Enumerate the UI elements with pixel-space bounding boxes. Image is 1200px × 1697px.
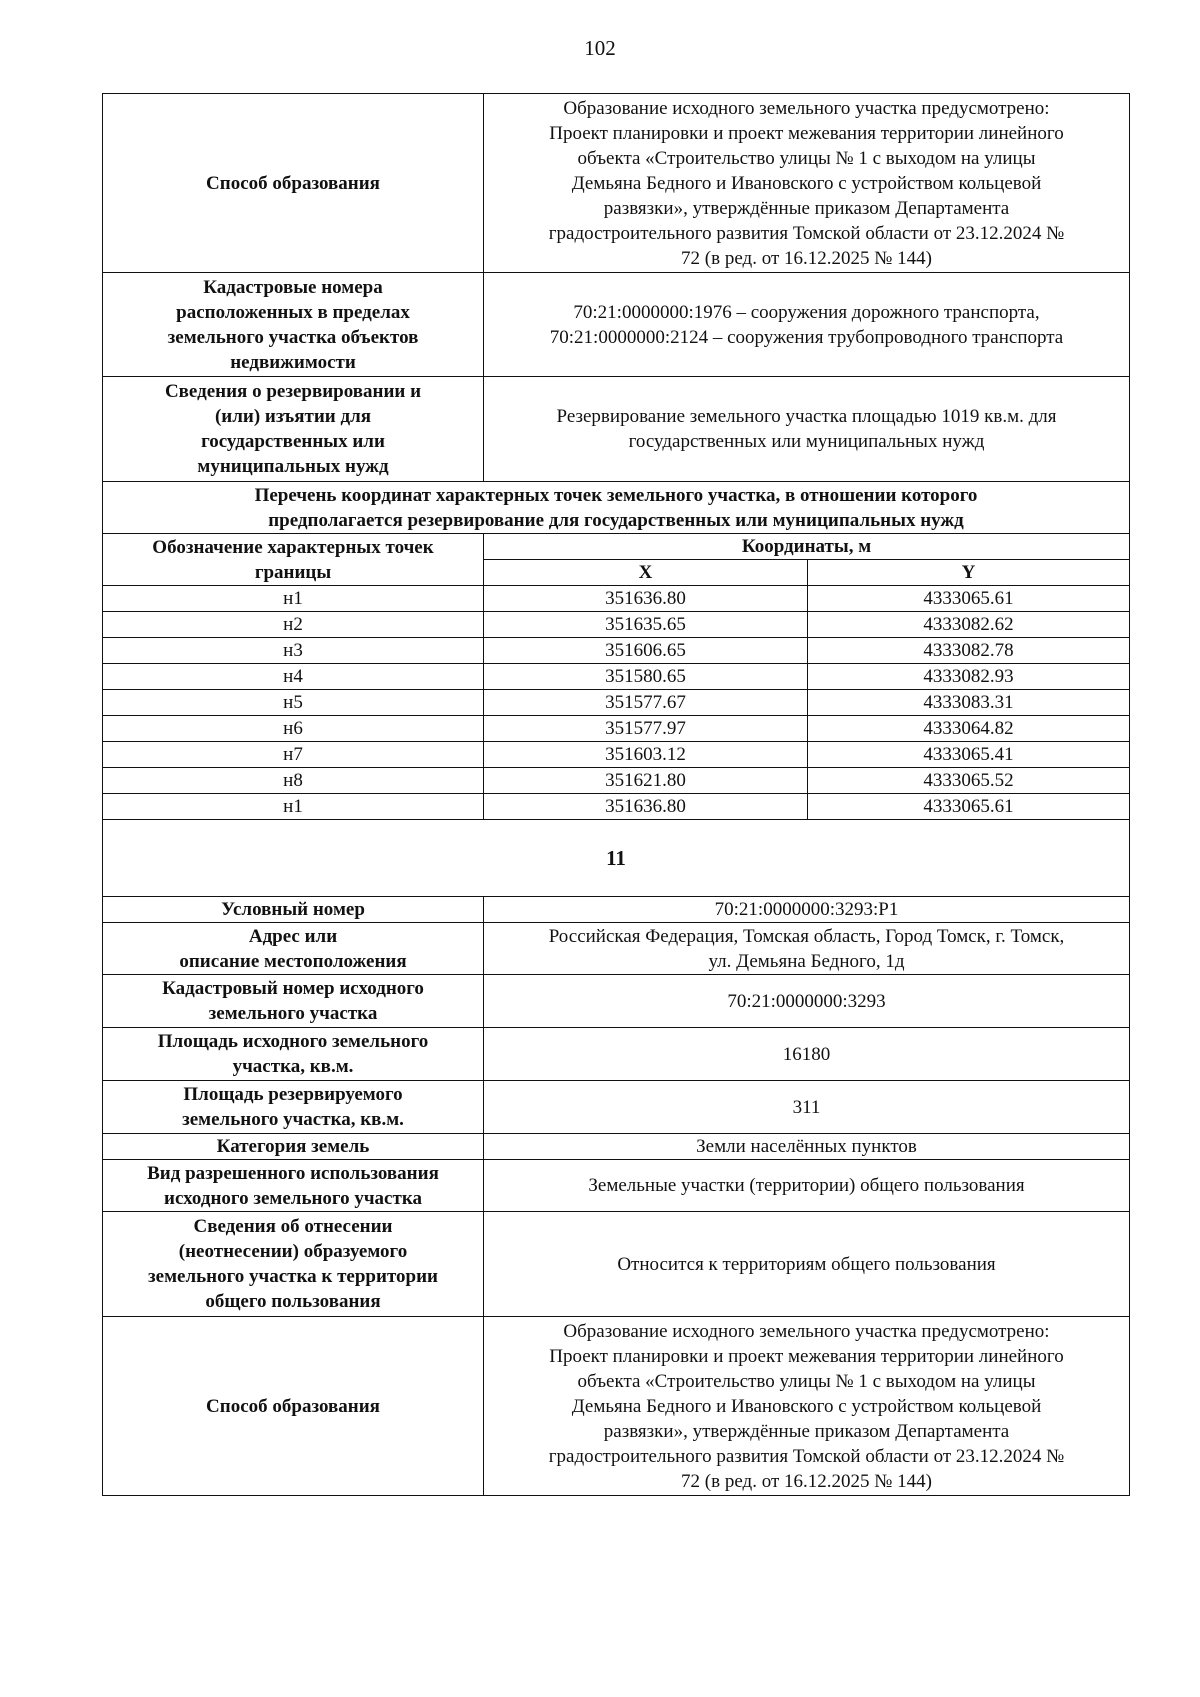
coord-y: 4333065.52 — [808, 768, 1130, 794]
coord-y: 4333083.31 — [808, 690, 1130, 716]
reservation-value: Резервирование земельного участка площадью 1019 кв.м. для государственных или муниципальных нужд — [484, 377, 1130, 482]
conditional-number-value: 70:21:0000000:3293:Р1 — [484, 897, 1130, 923]
coord-row — [103, 742, 1130, 768]
coord-point: н1 — [103, 586, 484, 612]
coord-x: 351603.12 — [484, 742, 808, 768]
coord-row — [103, 716, 1130, 742]
coord-x: 351621.80 — [484, 768, 808, 794]
coord-y: 4333082.62 — [808, 612, 1130, 638]
source-area-label: Площадь исходного земельного участка, кв.м. — [103, 1028, 484, 1081]
row-formation-method — [103, 94, 1130, 273]
cadastral-objects-value: 70:21:0000000:1976 – сооружения дорожного транспорта, 70:21:0000000:2124 – сооружения трубопроводного транспорта — [484, 273, 1130, 377]
row-coords-header — [103, 534, 1130, 560]
coord-x: 351606.65 — [484, 638, 808, 664]
section-number: 11 — [103, 820, 1130, 897]
coord-y: 4333082.78 — [808, 638, 1130, 664]
land-category-value: Земли населённых пунктов — [484, 1134, 1130, 1160]
row-reserved-area — [103, 1081, 1130, 1134]
reserved-area-label: Площадь резервируемого земельного участка, кв.м. — [103, 1081, 484, 1134]
coord-row — [103, 638, 1130, 664]
coord-point: н8 — [103, 768, 484, 794]
land-category-label: Категория земель — [103, 1134, 484, 1160]
coord-point: н5 — [103, 690, 484, 716]
formation-method-11-value: Образование исходного земельного участка предусмотрено: Проект планировки и проект межевания территории линейного объекта «Строительство улицы № 1 с выходом на улицы Демьяна Бедного и Ивановского с устройством кольцевой развязки», утверждённые приказом Департамента градостроительного развития Томской области от 23.12.2024 № 72 (в ред. от 16.12.2025 № 144) — [484, 1317, 1130, 1496]
coord-point: н2 — [103, 612, 484, 638]
reserved-area-value: 311 — [484, 1081, 1130, 1134]
coord-row — [103, 612, 1130, 638]
page-number: 102 — [584, 36, 616, 60]
row-formation-method-11 — [103, 1317, 1130, 1496]
coord-x-header: X — [484, 560, 808, 586]
coord-x: 351577.97 — [484, 716, 808, 742]
coord-x: 351636.80 — [484, 794, 808, 820]
coord-x: 351577.67 — [484, 690, 808, 716]
permitted-use-label: Вид разрешенного использования исходного земельного участка — [103, 1160, 484, 1212]
coord-point: н3 — [103, 638, 484, 664]
coord-x: 351636.80 — [484, 586, 808, 612]
row-permitted-use — [103, 1160, 1130, 1212]
address-value: Российская Федерация, Томская область, Город Томск, г. Томск, ул. Демьяна Бедного, 1д — [484, 923, 1130, 975]
coord-row — [103, 586, 1130, 612]
coord-point: н7 — [103, 742, 484, 768]
conditional-number-label: Условный номер — [103, 897, 484, 923]
coord-point: н1 — [103, 794, 484, 820]
coord-y: 4333065.41 — [808, 742, 1130, 768]
permitted-use-value: Земельные участки (территории) общего пользования — [484, 1160, 1130, 1212]
coord-row — [103, 664, 1130, 690]
row-cadastral-objects — [103, 273, 1130, 377]
source-cadastral-label: Кадастровый номер исходного земельного участка — [103, 975, 484, 1028]
coords-title: Перечень координат характерных точек земельного участка, в отношении которого предполагается резервирование для государственных или муниципальных нужд — [103, 482, 1130, 534]
row-land-category — [103, 1134, 1130, 1160]
row-reservation — [103, 377, 1130, 482]
row-conditional-number — [103, 897, 1130, 923]
coords-points-header: Обозначение характерных точек границы — [103, 534, 484, 586]
source-area-value: 16180 — [484, 1028, 1130, 1081]
formation-method-label: Способ образования — [103, 94, 484, 273]
coord-row — [103, 690, 1130, 716]
coord-row — [103, 794, 1130, 820]
reservation-label: Сведения о резервировании и (или) изъятии для государственных или муниципальных нужд — [103, 377, 484, 482]
coord-y-header: Y — [808, 560, 1130, 586]
coord-y: 4333064.82 — [808, 716, 1130, 742]
coord-point: н6 — [103, 716, 484, 742]
public-use-value: Относится к территориям общего пользования — [484, 1212, 1130, 1317]
row-source-area — [103, 1028, 1130, 1081]
row-source-cadastral — [103, 975, 1130, 1028]
coord-x: 351580.65 — [484, 664, 808, 690]
cadastral-objects-label: Кадастровые номера расположенных в пределах земельного участка объектов недвижимости — [103, 273, 484, 377]
row-coords-title — [103, 482, 1130, 534]
public-use-label: Сведения об отнесении (неотнесении) образуемого земельного участка к территории общего пользования — [103, 1212, 484, 1317]
formation-method-11-label: Способ образования — [103, 1317, 484, 1496]
coord-y: 4333082.93 — [808, 664, 1130, 690]
row-address — [103, 923, 1130, 975]
formation-method-value: Образование исходного земельного участка предусмотрено: Проект планировки и проект межевания территории линейного объекта «Строительство улицы № 1 с выходом на улицы Демьяна Бедного и Ивановского с устройством кольцевой развязки», утверждённые приказом Департамента градостроительного развития Томской области от 23.12.2024 № 72 (в ред. от 16.12.2025 № 144) — [484, 94, 1130, 273]
coord-y: 4333065.61 — [808, 586, 1130, 612]
coord-point: н4 — [103, 664, 484, 690]
coord-x: 351635.65 — [484, 612, 808, 638]
coord-row — [103, 768, 1130, 794]
address-label: Адрес или описание местоположения — [103, 923, 484, 975]
coords-header: Координаты, м — [484, 534, 1130, 560]
coord-y: 4333065.61 — [808, 794, 1130, 820]
row-section-number — [103, 820, 1130, 897]
source-cadastral-value: 70:21:0000000:3293 — [484, 975, 1130, 1028]
land-plot-table — [102, 93, 1130, 1496]
row-public-use — [103, 1212, 1130, 1317]
